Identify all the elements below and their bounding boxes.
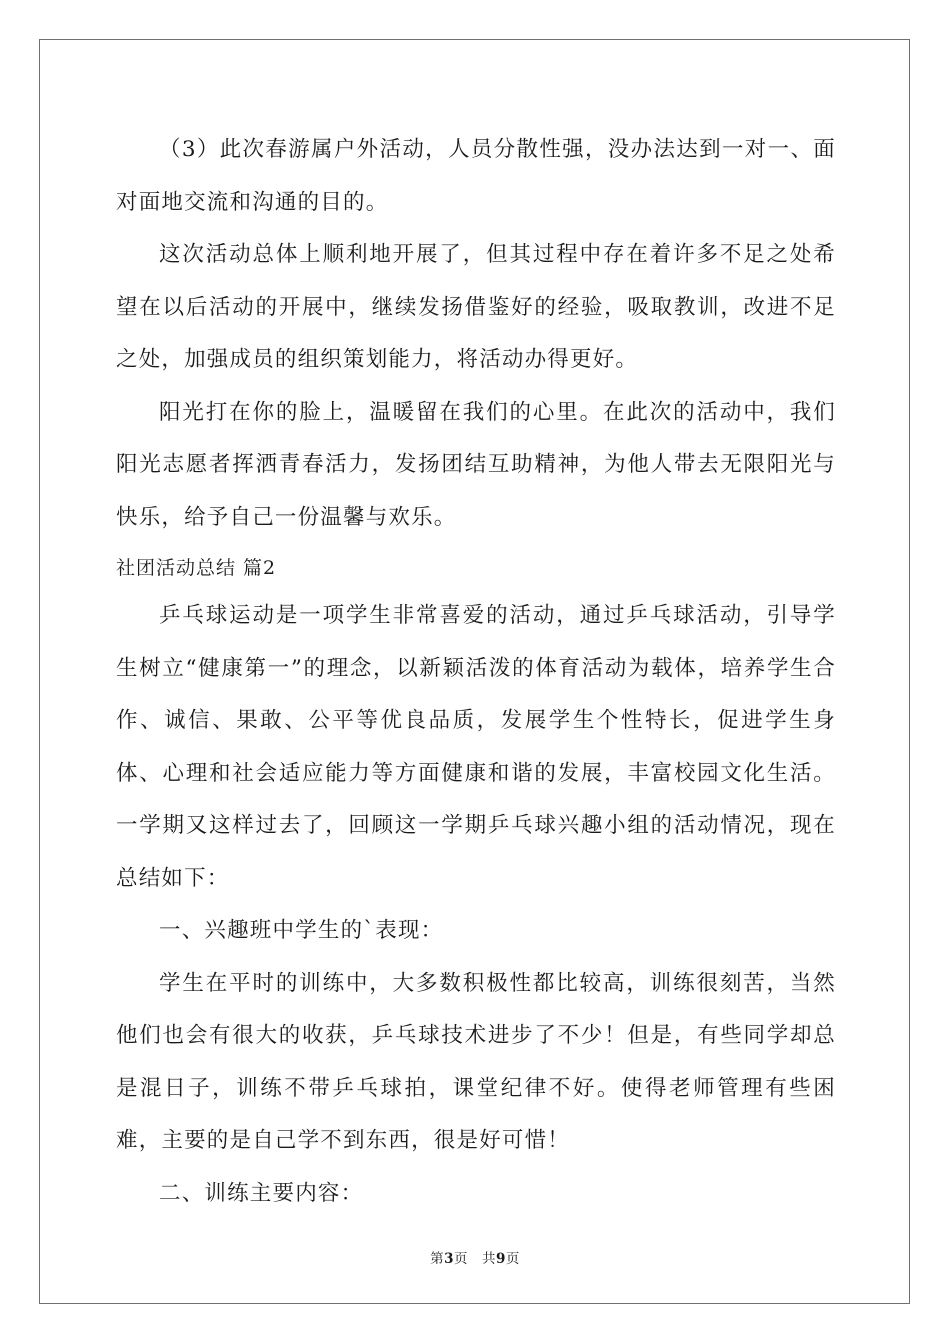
subheading-student-performance: 一、兴趣班中学生的`表现： <box>159 918 444 943</box>
subheading-training-content: 二、训练主要内容： <box>159 1180 364 1206</box>
footer-page-prefix: 第 <box>430 1251 445 1267</box>
paragraph-sunshine-volunteers: 阳光打在你的脸上，温暖留在我们的心里。在此次的活动中，我们阳光志愿者挥洒青春活力，发扬团结互助精神，为他人带去无限阳光与快乐，给予自己一份温馨与欢乐。 <box>116 399 836 530</box>
footer-page-mid: 页 共 <box>454 1251 496 1267</box>
section-heading: 社团活动总结 篇2 <box>116 557 277 579</box>
paragraph-outdoor-activity: （3）此次春游属户外活动，人员分散性强，没办法达到一对一、面对面地交流和沟通的目的。 <box>116 137 836 215</box>
document-body <box>116 124 836 1220</box>
page-footer <box>0 1247 950 1267</box>
footer-page-suffix: 页 <box>505 1251 520 1267</box>
paragraph-pingpong-intro: 乒乓球运动是一项学生非常喜爱的活动，通过乒乓球活动，引导学生树立“健康第一”的理念，以新颖活泼的体育活动为载体，培养学生合作、诚信、果敢、公平等优良品质，发展学生个性特长，促进学生身体、心理和社会适应能力等方面健康和谐的发展，丰富校园文化生活。一学期又这样过去了，回顾这一学期乒乓球兴趣小组的活动情况，现在总结如下： <box>116 603 836 891</box>
footer-page-current: 3 <box>444 1251 454 1267</box>
paragraph-activity-summary: 这次活动总体上顺利地开展了，但其过程中存在着许多不足之处希望在以后活动的开展中，继续发扬借鉴好的经验，吸取教训，改进不足之处，加强成员的组织策划能力，将活动办得更好。 <box>116 242 836 372</box>
paragraph-student-performance: 学生在平时的训练中，大多数积极性都比较高，训练很刻苦，当然他们也会有很大的收获，乒乓球技术进步了不少！但是，有些同学却总是混日子，训练不带乒乓球拍，课堂纪律不好。使得老师管理有些困难，主要的是自己学不到东西，很是好可惜！ <box>116 970 836 1153</box>
footer-page-total: 9 <box>496 1251 506 1267</box>
